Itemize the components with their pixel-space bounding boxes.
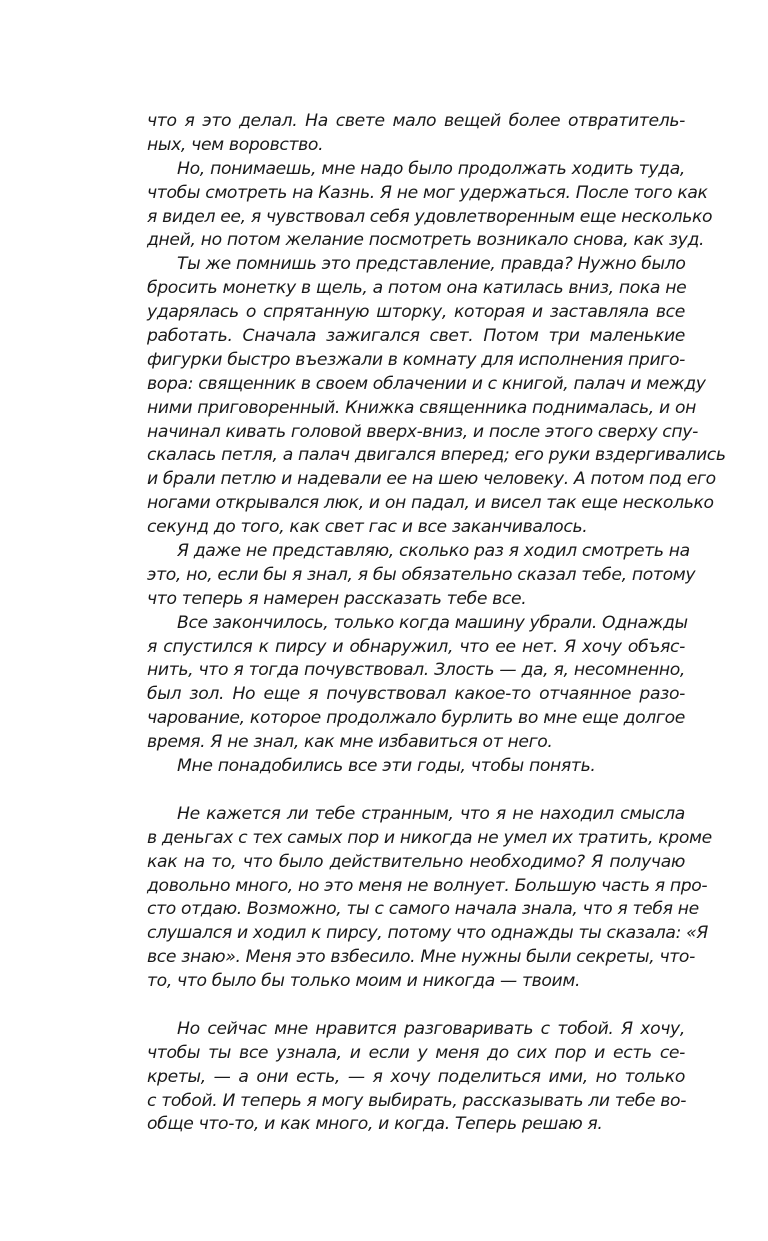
text-line: я видел ее, я чувствовал себя удовлетворенным еще несколько <box>147 206 713 227</box>
section-break <box>147 994 685 1018</box>
text-line: время. Я не знал, как мне избавиться от него. <box>147 732 553 753</box>
text-line: чтобы смотреть на Казнь. Я не мог удержаться. После того как <box>147 182 708 203</box>
text-line: нить, что я тогда почувствовал. Злость — да, я, несомненно, <box>147 660 685 681</box>
paragraph <box>147 803 712 994</box>
text-line: с тобой. И теперь я могу выбирать, рассказывать ли тебе во- <box>147 1090 687 1111</box>
text-line: скалась петля, а палач двигался вперед; его руки вздергивались <box>147 445 726 466</box>
text-line: я спустился к пирсу и обнаружил, что ее нет. Я хочу объяс- <box>147 636 685 657</box>
text-line: чарование, которое продолжало бурлить во мне еще долгое <box>147 708 685 729</box>
text-line: как на то, что было действительно необходимо? Я получаю <box>147 851 685 872</box>
paragraph <box>147 755 685 779</box>
text-line: это, но, если бы я знал, я бы обязательно сказал тебе, потому <box>147 564 696 585</box>
paragraph <box>147 253 726 540</box>
paragraph <box>147 1018 685 1137</box>
text-line: Но сейчас мне нравится разговаривать с тобой. Я хочу, <box>177 1018 685 1039</box>
text-line: чтобы ты все узнала, и если у меня до сих пор и есть се- <box>147 1042 685 1063</box>
text-line: ных, чем воровство. <box>147 134 324 155</box>
paragraph <box>147 540 696 612</box>
text-line: начинал кивать головой вверх-вниз, и после этого сверху спу- <box>147 421 698 442</box>
text-line: Не кажется ли тебе странным, что я не находил смысла <box>177 803 685 824</box>
text-line: все знаю». Меня это взбесило. Мне нужны были секреты, что- <box>147 947 695 968</box>
text-line: в деньгах с тех самых пор и никогда не умел их тратить, кроме <box>147 827 712 848</box>
text-line: был зол. Но еще я почувствовал какое-то отчаянное разо- <box>147 684 685 705</box>
book-page-text <box>147 110 726 1137</box>
text-line: Ты же помнишь это представление, правда? Нужно было <box>177 254 686 275</box>
text-line: секунд до того, как свет гас и все заканчивалось. <box>147 517 588 538</box>
text-line: довольно много, но это меня не волнует. Большую часть я про- <box>147 875 708 896</box>
text-line: вора: священник в своем облачении и с книгой, палач и между <box>147 373 706 394</box>
text-line: дней, но потом желание посмотреть возникало снова, как зуд. <box>147 230 705 251</box>
section-break <box>147 779 685 803</box>
paragraph <box>147 612 688 755</box>
text-line: фигурки быстро въезжали в комнату для исполнения приго- <box>147 349 685 370</box>
text-line: что я это делал. На свете мало вещей более отвратитель- <box>147 111 685 131</box>
text-line: ногами открывался люк, и он падал, и висел так еще несколько <box>147 493 714 514</box>
text-line: обще что-то, и как много, и когда. Теперь решаю я. <box>147 1114 603 1135</box>
text-line: Мне понадобились все эти годы, чтобы понять. <box>177 756 596 777</box>
paragraph <box>147 158 713 254</box>
text-line: бросить монетку в щель, а потом она катилась вниз, пока не <box>147 278 687 299</box>
text-line: сто отдаю. Возможно, ты с самого начала знала, что я тебя не <box>147 899 699 920</box>
paragraph <box>147 110 685 158</box>
text-line: что теперь я намерен рассказать тебе все. <box>147 588 527 609</box>
text-line: Я даже не представляю, сколько раз я ходил смотреть на <box>177 541 690 562</box>
text-line: и брали петлю и надевали ее на шею человеку. А потом под его <box>147 469 716 490</box>
text-line: ударялась о спрятанную шторку, которая и заставляла все <box>147 302 685 323</box>
text-line: Все закончилось, только когда машину убрали. Однажды <box>177 612 688 633</box>
text-line: то, что было бы только моим и никогда — твоим. <box>147 971 581 992</box>
text-line: работать. Сначала зажигался свет. Потом три маленькие <box>147 326 685 347</box>
text-line: Но, понимаешь, мне надо было продолжать ходить туда, <box>177 158 685 179</box>
text-line: ними приговоренный. Книжка священника поднималась, и он <box>147 397 697 418</box>
text-line: креты, — а они есть, — я хочу поделиться ими, но только <box>147 1066 685 1087</box>
text-line: слушался и ходил к пирсу, потому что однажды ты сказала: «Я <box>147 923 708 944</box>
